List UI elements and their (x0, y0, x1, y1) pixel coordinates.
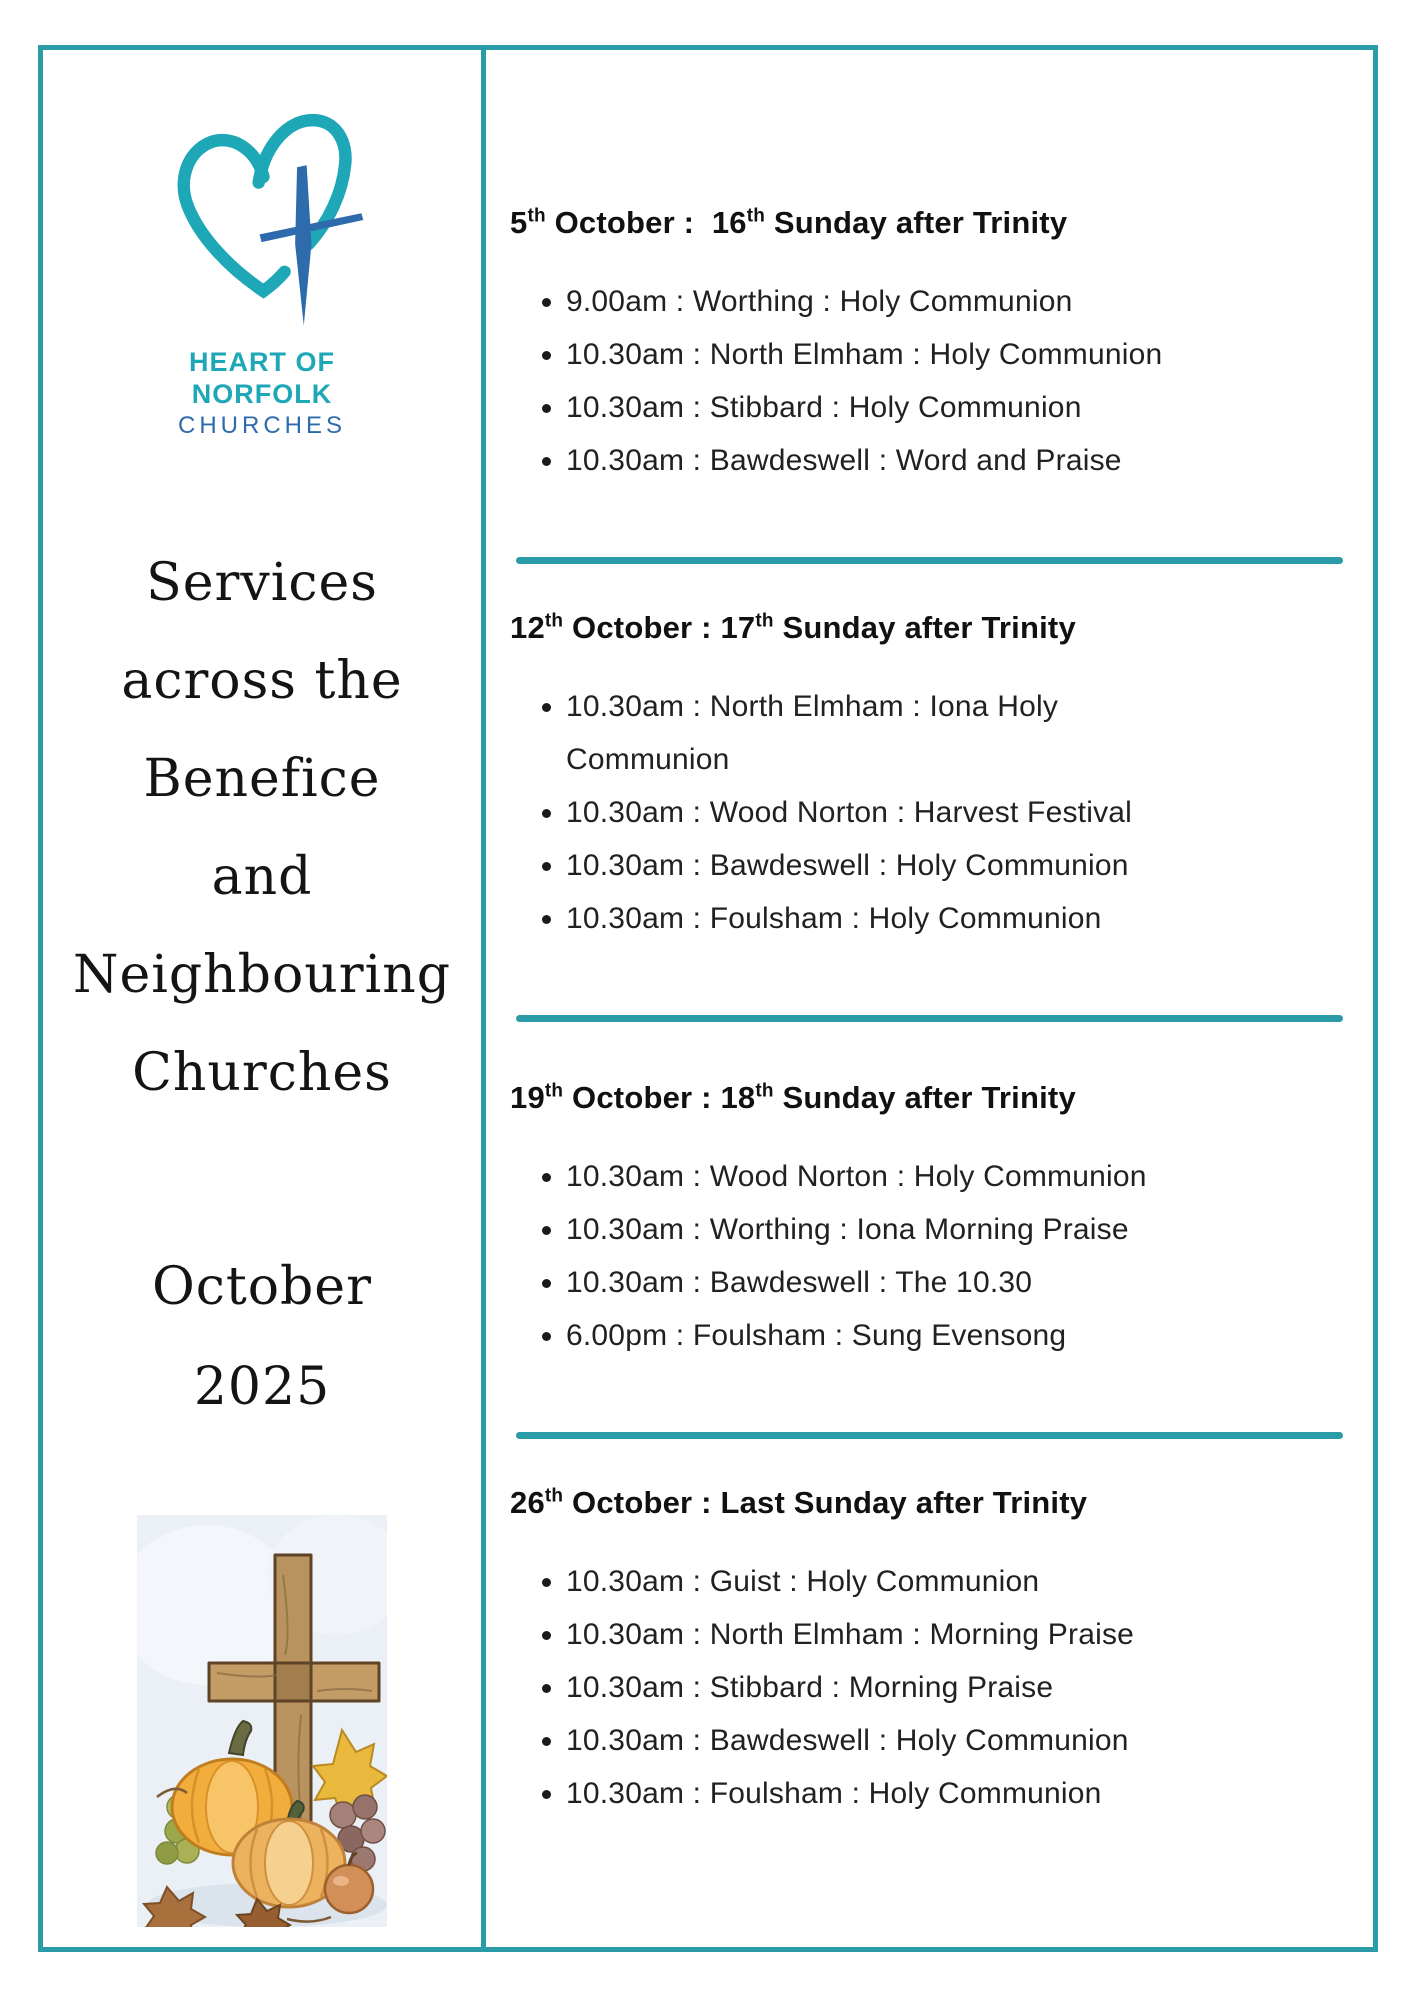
service-item: • 10.30am : North Elmham : Iona Holy Communion (566, 680, 1211, 786)
logo-wordmark (178, 346, 346, 442)
date-month: October (152, 1257, 372, 1317)
title-line: and (211, 847, 313, 907)
service-section (510, 1439, 1373, 1820)
service-item: • 10.30am : Bawdeswell : Holy Communion (566, 839, 1211, 892)
org-name-line: NORFOLK (191, 379, 333, 409)
service-item: • 10.30am : North Elmham : Holy Communion (566, 328, 1211, 381)
service-list (510, 1555, 1373, 1820)
heading-text: Sunday after Trinity (773, 610, 1076, 645)
service-item: • 10.30am : Guist : Holy Communion (566, 1555, 1211, 1608)
service-item: • 10.30am : Foulsham : Holy Communion (566, 892, 1211, 945)
ordinal-suffix: th (544, 610, 564, 632)
title-line: across the (121, 651, 403, 711)
service-item: • 10.30am : Wood Norton : Harvest Festival (566, 786, 1211, 839)
heading-text: Sunday after Trinity (773, 1080, 1076, 1115)
service-item: • 9.00am : Worthing : Holy Communion (566, 275, 1211, 328)
services-column (486, 50, 1373, 1947)
heading-text: Sunday after Trinity (765, 205, 1068, 240)
harvest-cross-illustration (137, 1515, 387, 1927)
left-column (43, 50, 486, 1947)
flyer-date (152, 1237, 372, 1437)
heart-with-cross-icon (150, 100, 375, 340)
title-line: Services (146, 553, 378, 613)
service-list (510, 1150, 1373, 1362)
service-item: • 10.30am : Stibbard : Morning Praise (566, 1661, 1211, 1714)
heading-text: October : Last Sunday after Trinity (563, 1485, 1088, 1520)
section-divider (516, 1015, 1343, 1022)
service-item: • 10.30am : Bawdeswell : Word and Praise (566, 434, 1211, 487)
service-list (510, 275, 1373, 487)
heading-text: 5 (510, 205, 528, 240)
ordinal-suffix: th (746, 205, 766, 227)
ordinal-suffix: th (755, 1080, 774, 1102)
service-item: • 10.30am : North Elmham : Morning Praise (566, 1608, 1211, 1661)
cross-vertical-beam (295, 165, 311, 325)
flyer-title (73, 534, 451, 1122)
section-divider (516, 1432, 1343, 1439)
service-item: • 10.30am : Worthing : Iona Morning Praise (566, 1203, 1211, 1256)
title-line: Neighbouring (72, 945, 452, 1005)
service-section (510, 1022, 1373, 1362)
org-name-line: CHURCHES (177, 412, 346, 439)
service-item: • 10.30am : Bawdeswell : Holy Communion (566, 1714, 1211, 1767)
service-item: • 10.30am : Bawdeswell : The 10.30 (566, 1256, 1211, 1309)
service-item: • 10.30am : Stibbard : Holy Communion (566, 381, 1211, 434)
heading-text: 26 (510, 1485, 545, 1520)
section-heading (510, 205, 1373, 241)
section-heading (510, 1080, 1373, 1116)
heading-text: October : 16 (545, 205, 747, 240)
section-heading (510, 610, 1373, 646)
service-section (510, 564, 1373, 945)
date-year: 2025 (193, 1357, 331, 1417)
ordinal-suffix: th (527, 205, 546, 227)
heading-text: October : 18 (563, 1080, 756, 1115)
section-divider (516, 557, 1343, 564)
heading-text: 12 (510, 610, 545, 645)
heading-text: October : 17 (563, 610, 756, 645)
title-line: Churches (132, 1043, 392, 1103)
ordinal-suffix: th (755, 610, 774, 632)
flyer-border-frame (38, 45, 1378, 1952)
service-item: • 6.00pm : Foulsham : Sung Evensong (566, 1309, 1211, 1362)
service-list (510, 680, 1373, 945)
section-heading (510, 1485, 1373, 1521)
title-line: Benefice (143, 749, 381, 809)
org-name-line: HEART OF (188, 347, 335, 377)
service-section (510, 50, 1373, 487)
ordinal-suffix: th (544, 1080, 564, 1102)
ordinal-suffix: th (544, 1485, 564, 1507)
heading-text: 19 (510, 1080, 545, 1115)
service-item: • 10.30am : Foulsham : Holy Communion (566, 1767, 1211, 1820)
service-item: • 10.30am : Wood Norton : Holy Communion (566, 1150, 1211, 1203)
